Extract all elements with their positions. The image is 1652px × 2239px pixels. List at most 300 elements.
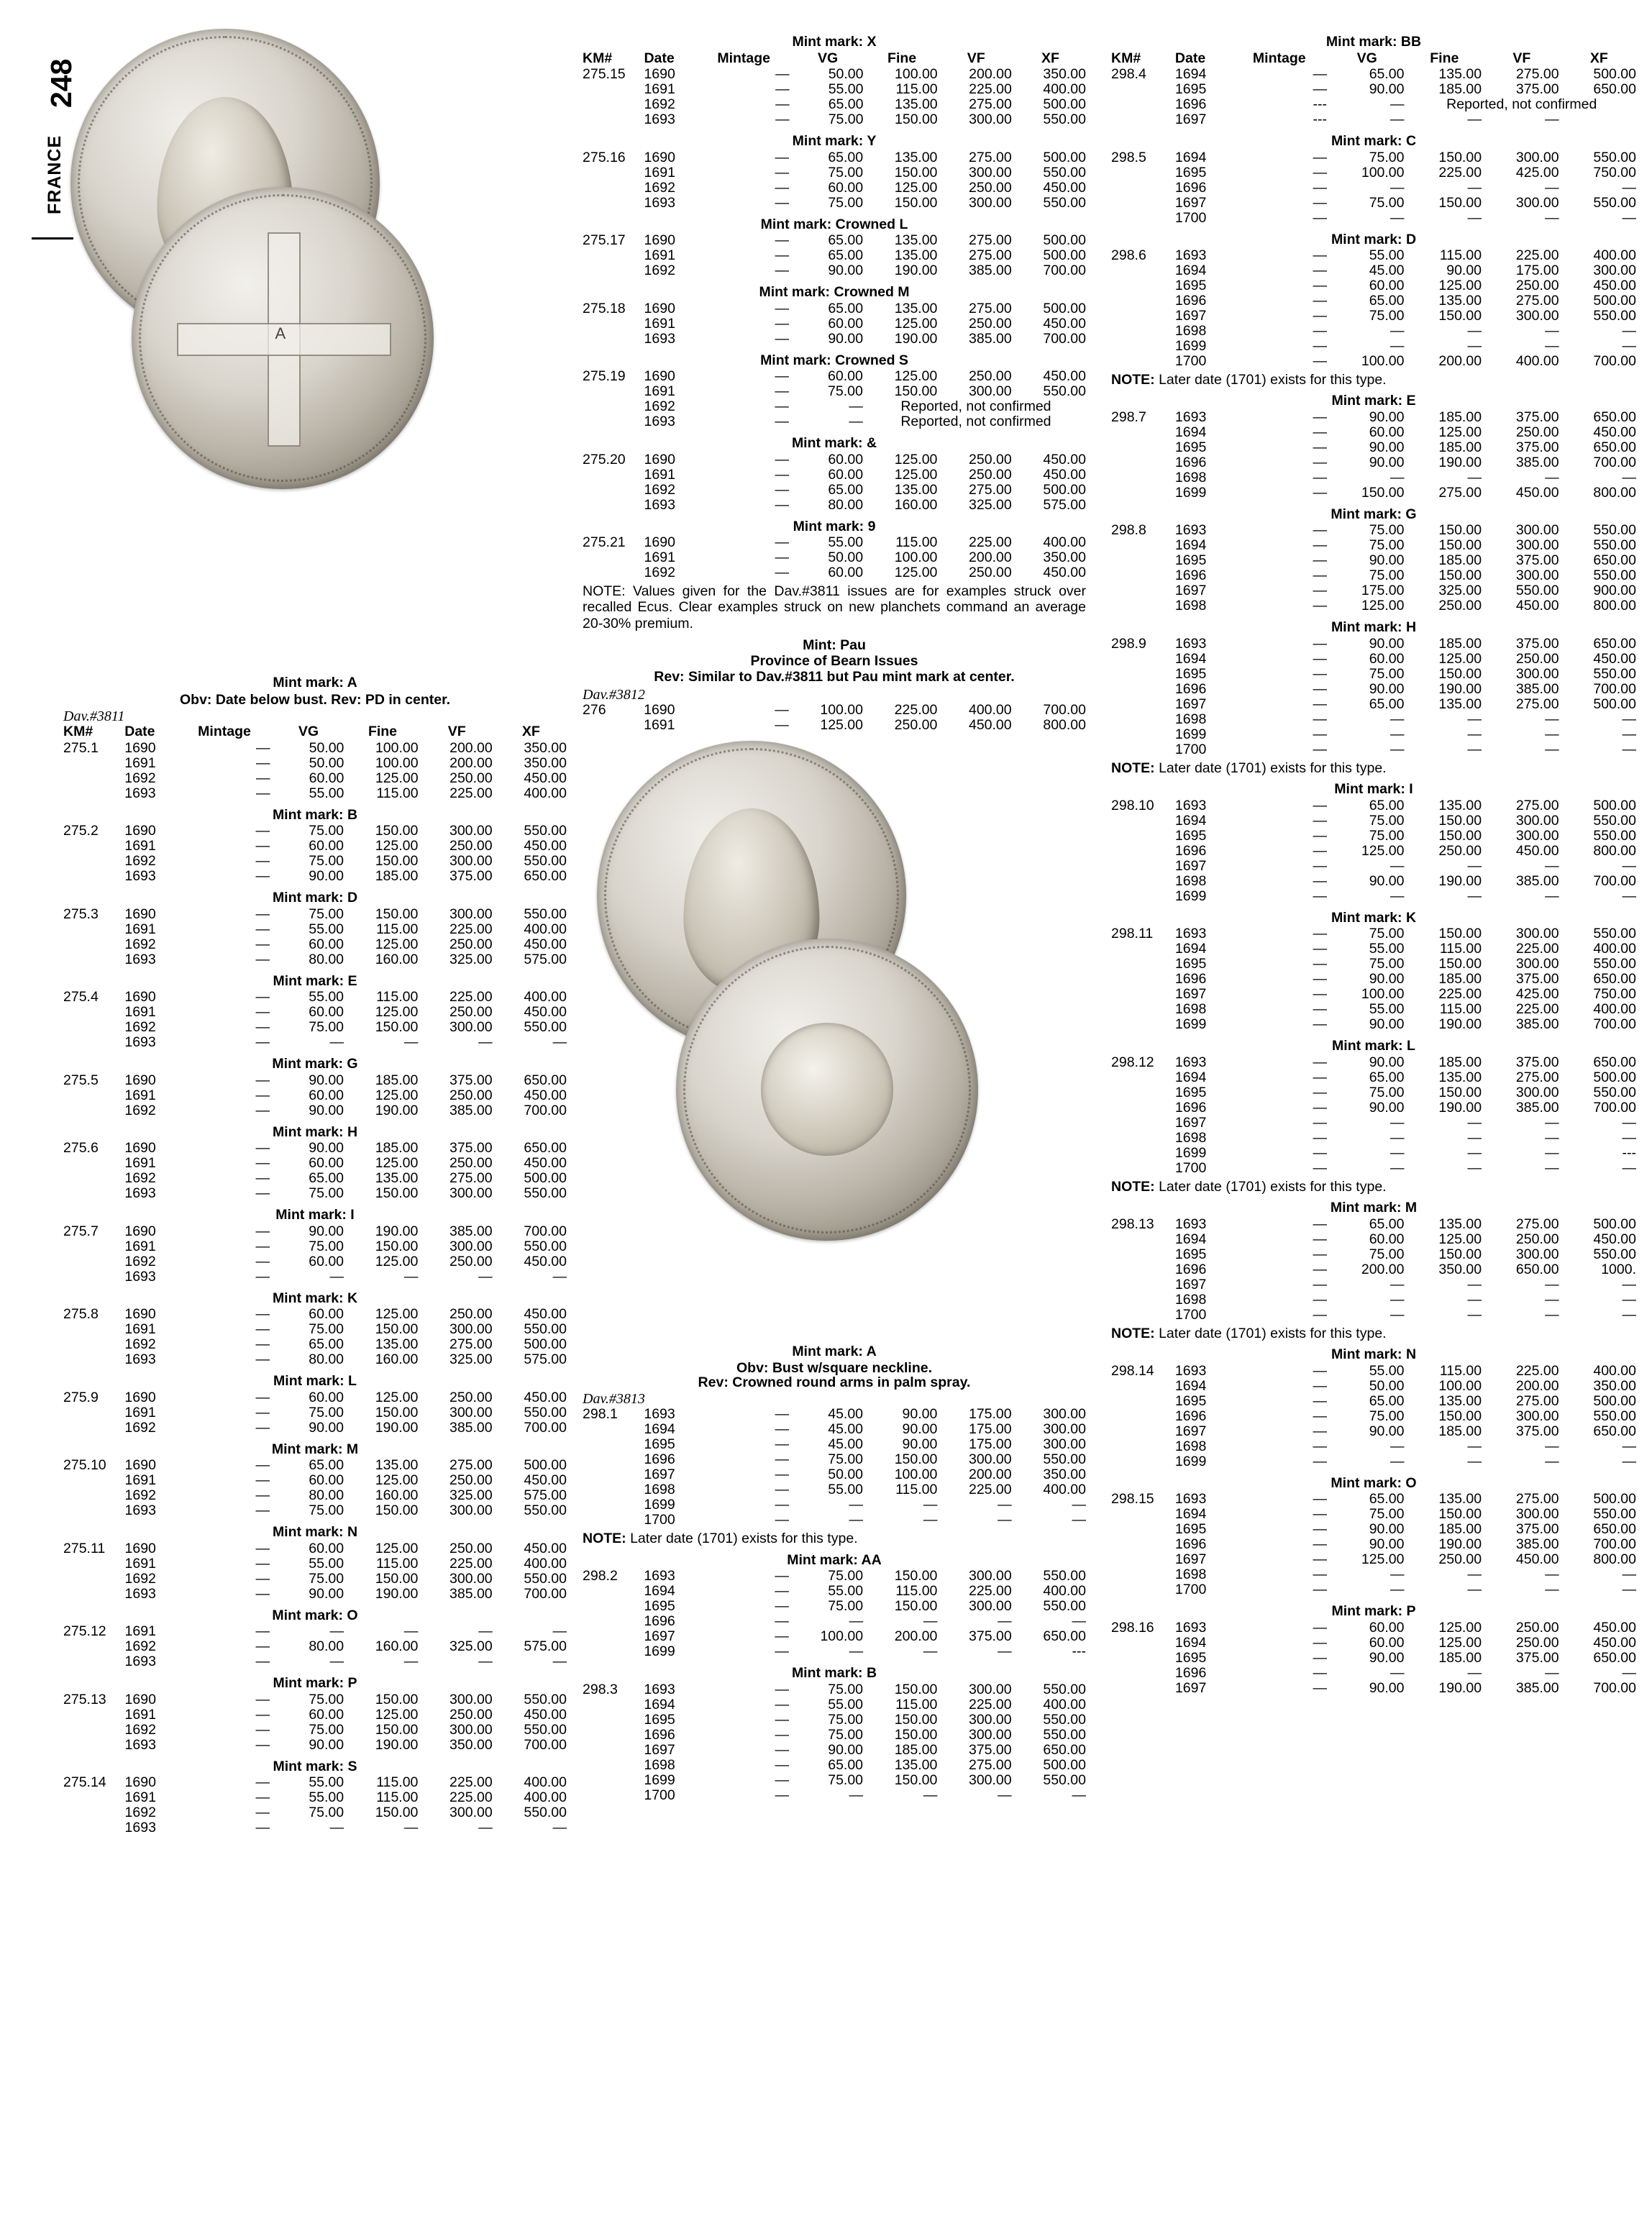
table-row: 298.2 1693 — 75.00 150.00 300.00 550.00 bbox=[583, 1568, 1086, 1584]
table-row: 1698 — — — — — bbox=[1174, 1291, 1636, 1308]
table-row: 275.12 1691 — — — — — bbox=[63, 1623, 567, 1639]
table-row: 1696 — 125.00 250.00 450.00 800.00 bbox=[1174, 842, 1636, 859]
table-row: 1691 — 60.00 125.00 250.00 450.00 bbox=[124, 1087, 567, 1103]
table-row: 1691 — 60.00 125.00 250.00 450.00 bbox=[124, 1004, 567, 1020]
price-tables-col2-top bbox=[583, 29, 1086, 581]
table-row: 1691 — 75.00 150.00 300.00 550.00 bbox=[644, 164, 1086, 181]
table-row: 1699 — 90.00 190.00 385.00 700.00 bbox=[1174, 1016, 1636, 1033]
table-row: 1699 — — — — — bbox=[1174, 338, 1636, 354]
table-row: 1693 — 75.00 150.00 300.00 550.00 bbox=[644, 111, 1086, 127]
table-row: 275.9 1690 — 60.00 125.00 250.00 450.00 bbox=[63, 1389, 567, 1405]
mintmark-heading: Mint mark: G bbox=[1331, 506, 1417, 522]
table-row: 298.15 1693 — 65.00 135.00 275.00 500.00 bbox=[1111, 1491, 1636, 1508]
table-row: 275.1 1690 — 50.00 100.00 200.00 350.00 bbox=[63, 739, 567, 756]
caption-obv-rev: Obv: Date below bust. Rev: PD in center. bbox=[180, 691, 450, 708]
table-row: 1696 — 65.00 135.00 275.00 500.00 bbox=[1174, 293, 1636, 309]
table-row: 1697 --- — — — bbox=[1174, 111, 1559, 127]
pau-rev-description: Rev: Similar to Dav.#3811 but Pau mint mark at center. bbox=[654, 669, 1015, 685]
col-vg: VG bbox=[298, 724, 319, 739]
table-row: 1692 — 75.00 150.00 300.00 550.00 bbox=[124, 853, 567, 869]
table-row: 1699 — — — — --- bbox=[1174, 1144, 1636, 1161]
table-row: 1696 — 90.00 190.00 385.00 700.00 bbox=[1174, 1536, 1636, 1553]
table-row: 1691 — 60.00 125.00 250.00 450.00 bbox=[124, 838, 567, 854]
table-row: 1694 — 55.00 115.00 225.00 400.00 bbox=[1174, 941, 1636, 957]
mintmark-heading: Mint mark: K bbox=[272, 1290, 358, 1306]
column-two bbox=[583, 29, 1086, 1804]
table-row: 298.8 1693 — 75.00 150.00 300.00 550.00 bbox=[1111, 522, 1636, 539]
table-row: 1692 — 65.00 135.00 275.00 500.00 bbox=[644, 96, 1086, 112]
price-table bbox=[583, 1408, 1086, 1528]
caption2-rev: Rev: Crowned round arms in palm spray. bbox=[698, 1374, 971, 1390]
price-table bbox=[1111, 151, 1636, 227]
price-tables-col1 bbox=[63, 725, 567, 1836]
table-row: 1700 — — — — — bbox=[1174, 1159, 1636, 1176]
table-row: 1697 — 125.00 250.00 450.00 800.00 bbox=[1174, 1551, 1636, 1568]
note-dav3811-values: NOTE: Values given for the Dav.#3811 issues are for examples struck over recalled Ecus. Clear examples struck on new planchets command an average 20-30% premium. bbox=[583, 583, 1086, 631]
table-row: 1699 — — — — — bbox=[1174, 726, 1636, 742]
price-table bbox=[1111, 1218, 1636, 1323]
table-row: 298.16 1693 — 60.00 125.00 250.00 450.00 bbox=[1111, 1619, 1636, 1636]
price-table bbox=[1111, 637, 1636, 758]
table-row: 1692 — 80.00 160.00 325.00 575.00 bbox=[124, 1487, 567, 1503]
price-table bbox=[1111, 1492, 1636, 1598]
price-table-pau-inner bbox=[583, 703, 1086, 734]
col-xf: XF bbox=[1589, 50, 1608, 66]
mintmark-heading: Mint mark: AA bbox=[787, 1551, 882, 1568]
table-header-row bbox=[583, 52, 1086, 68]
coin-reverse-crowned-round-arms bbox=[676, 939, 978, 1241]
table-row: 1693 — 75.00 150.00 300.00 550.00 bbox=[124, 1185, 567, 1201]
mintmark-heading: Mint mark: Crowned S bbox=[760, 352, 908, 368]
mintmark-heading: Mint mark: D bbox=[272, 890, 358, 906]
table-row: 1695 — 75.00 150.00 300.00 550.00 bbox=[1174, 1084, 1636, 1100]
col-km: KM# bbox=[583, 50, 613, 66]
price-table bbox=[1111, 411, 1636, 501]
col-fine: Fine bbox=[368, 724, 398, 739]
table-row: 1694 — 75.00 150.00 300.00 550.00 bbox=[1174, 812, 1636, 829]
table-row: 1697 — — — — — bbox=[1174, 857, 1636, 874]
country-label: FRANCE bbox=[45, 134, 65, 214]
dav-reference-3813: Dav.#3813 bbox=[583, 1391, 645, 1408]
table-row: 1698 — 55.00 115.00 225.00 400.00 bbox=[1174, 1001, 1636, 1018]
table-row: 1696 — 75.00 150.00 300.00 550.00 bbox=[1174, 1408, 1636, 1424]
mintmark-heading: Mint mark: H bbox=[1331, 619, 1417, 636]
table-row: 275.5 1690 — 90.00 185.00 375.00 650.00 bbox=[63, 1072, 567, 1088]
table-row: 1697 — 90.00 185.00 375.00 650.00 bbox=[1174, 1423, 1636, 1439]
mintmark-heading: Mint mark: M bbox=[271, 1441, 359, 1457]
table-row: 1694 — 45.00 90.00 175.00 300.00 bbox=[644, 1421, 1086, 1438]
mintmark-heading: Mint mark: Crowned L bbox=[760, 216, 908, 232]
table-row: 1693 — 75.00 150.00 300.00 550.00 bbox=[124, 1502, 567, 1518]
round-arms-shield bbox=[761, 1023, 894, 1156]
price-table bbox=[583, 52, 1086, 129]
table-row: 1693 — — — — — bbox=[124, 1268, 567, 1285]
table-row: 275.19 1690 — 60.00 125.00 250.00 450.00 bbox=[583, 368, 1086, 384]
table-row: 1697 — 90.00 190.00 385.00 700.00 bbox=[1174, 1679, 1636, 1696]
table-row: 1693 — 90.00 190.00 385.00 700.00 bbox=[644, 330, 1086, 347]
price-table bbox=[63, 1225, 567, 1285]
price-table bbox=[63, 1308, 567, 1368]
table-row: 298.10 1693 — 65.00 135.00 275.00 500.00 bbox=[1111, 797, 1636, 813]
price-table bbox=[1111, 249, 1636, 370]
table-row: 275.4 1690 — 55.00 115.00 225.00 400.00 bbox=[63, 989, 567, 1005]
table-row: 1691 — 60.00 125.00 250.00 450.00 bbox=[644, 315, 1086, 332]
coin-figure-group-2 bbox=[583, 741, 1086, 1345]
table-row: 1700 — — — — — bbox=[1174, 1306, 1636, 1323]
table-row: 1692 — 60.00 125.00 250.00 450.00 bbox=[644, 179, 1086, 196]
col-fine: Fine bbox=[887, 50, 917, 66]
col-date: Date bbox=[1174, 50, 1206, 66]
table-row: 1693 — 80.00 160.00 325.00 575.00 bbox=[644, 496, 1086, 513]
price-table bbox=[1111, 52, 1636, 129]
table-row: 1694 — 65.00 135.00 275.00 500.00 bbox=[1174, 1069, 1636, 1085]
table-row: 275.7 1690 — 90.00 190.00 385.00 700.00 bbox=[63, 1223, 567, 1239]
table-row: 1698 — — — — — bbox=[1174, 711, 1636, 727]
col-fine: Fine bbox=[1430, 50, 1459, 66]
table-row: 1696 — 90.00 190.00 385.00 700.00 bbox=[1174, 1099, 1636, 1116]
col-date: Date bbox=[124, 724, 155, 739]
table-row: 1698 — — — — — bbox=[1174, 1567, 1636, 1583]
col-mintage: Mintage bbox=[198, 724, 251, 739]
table-row: 1694 — 55.00 115.00 225.00 400.00 bbox=[644, 1583, 1086, 1600]
table-row: 275.16 1690 — 65.00 135.00 275.00 500.00 bbox=[583, 149, 1086, 165]
table-row: 275.2 1690 — 75.00 150.00 300.00 550.00 bbox=[63, 823, 567, 839]
table-row: 1697 — 100.00 200.00 375.00 650.00 bbox=[644, 1628, 1086, 1645]
mintmark-heading: Mint mark: B bbox=[791, 1665, 877, 1682]
table-row: 275.18 1690 — 65.00 135.00 275.00 500.00 bbox=[583, 300, 1086, 316]
table-row: 1695 — 90.00 185.00 375.00 650.00 bbox=[1174, 552, 1636, 569]
table-row: 298.7 1693 — 90.00 185.00 375.00 650.00 bbox=[1111, 409, 1636, 425]
table-row: 1696 — 200.00 350.00 650.00 1000. bbox=[1174, 1261, 1636, 1277]
table-row: 298.6 1693 — 55.00 115.00 225.00 400.00 bbox=[1111, 247, 1636, 263]
table-row: 1693 — 90.00 190.00 385.00 700.00 bbox=[124, 1585, 567, 1602]
column-one bbox=[63, 29, 567, 1836]
price-table bbox=[63, 1391, 567, 1436]
price-table bbox=[1111, 1056, 1636, 1177]
price-table bbox=[583, 302, 1086, 347]
table-row: 1692 — 75.00 150.00 300.00 550.00 bbox=[124, 1805, 567, 1820]
pau-province-subtitle: Province of Bearn Issues bbox=[750, 652, 918, 669]
table-row: 1697 — 50.00 100.00 200.00 350.00 bbox=[644, 1467, 1086, 1483]
caption2-mintmark-a: Mint mark: A bbox=[792, 1343, 877, 1359]
table-row: 298.3 1693 — 75.00 150.00 300.00 550.00 bbox=[583, 1681, 1086, 1697]
table-row: 275.10 1690 — 65.00 135.00 275.00 500.00 bbox=[63, 1457, 567, 1473]
mintmark-heading: Mint mark: L bbox=[1332, 1038, 1415, 1054]
mintmark-heading: Mint mark: I bbox=[275, 1207, 355, 1223]
col-vg: VG bbox=[817, 50, 839, 66]
table-row: 1696 — — — — — bbox=[644, 1613, 1086, 1630]
price-table bbox=[583, 536, 1086, 581]
mintmark-heading: Mint mark: G bbox=[272, 1056, 358, 1072]
table-row: 298.14 1693 — 55.00 115.00 225.00 400.00 bbox=[1111, 1362, 1636, 1379]
table-row: 275.8 1690 — 60.00 125.00 250.00 450.00 bbox=[63, 1306, 567, 1322]
table-row: 1700 — — — — — bbox=[1174, 741, 1636, 757]
table-row: 1695 — 60.00 125.00 250.00 450.00 bbox=[1174, 278, 1636, 293]
table-row: 1691 — 60.00 125.00 250.00 450.00 bbox=[644, 466, 1086, 483]
table-row: 1696 — 90.00 190.00 385.00 700.00 bbox=[1174, 454, 1636, 470]
table-row: 1694 — 75.00 150.00 300.00 550.00 bbox=[1174, 537, 1636, 554]
table-row: 275.15 1690 — 50.00 100.00 200.00 350.00 bbox=[583, 66, 1086, 82]
price-tables-col2-bottom bbox=[583, 1408, 1086, 1803]
table-row: 298.9 1693 — 90.00 185.00 375.00 650.00 bbox=[1111, 635, 1636, 652]
table-row: 1695 — 75.00 150.00 300.00 550.00 bbox=[1174, 956, 1636, 972]
table-row: 275.13 1690 — 75.00 150.00 300.00 550.00 bbox=[63, 1691, 567, 1707]
mintmark-heading: Mint mark: O bbox=[272, 1607, 358, 1623]
table-row: 1698 — — — — — bbox=[1174, 469, 1636, 485]
table-row: 1699 — — — — --- bbox=[644, 1643, 1086, 1660]
col-xf: XF bbox=[1041, 50, 1059, 66]
table-row: 1699 — — — — — bbox=[644, 1497, 1086, 1513]
table-row: 1691 — 50.00 100.00 200.00 350.00 bbox=[124, 754, 567, 771]
table-row: 298.12 1693 — 90.00 185.00 375.00 650.00 bbox=[1111, 1054, 1636, 1070]
table-row: 1691 — 60.00 125.00 250.00 450.00 bbox=[124, 1472, 567, 1488]
price-table bbox=[1111, 799, 1636, 905]
table-row: 1696 — 75.00 150.00 300.00 550.00 bbox=[1174, 567, 1636, 584]
table-row: 1692 — — Reported, not confirmed bbox=[644, 398, 1051, 414]
table-row: 1691 — 75.00 150.00 300.00 550.00 bbox=[124, 1321, 567, 1337]
mintmark-heading: Mint mark: 9 bbox=[793, 518, 876, 534]
price-table bbox=[63, 1074, 567, 1119]
col-date: Date bbox=[644, 50, 675, 66]
table-row: 1691 — 55.00 115.00 225.00 400.00 bbox=[124, 1555, 567, 1572]
price-table bbox=[63, 824, 567, 885]
table-row: 1693 — 80.00 160.00 325.00 575.00 bbox=[124, 1351, 567, 1367]
table-row: 1697 — 175.00 325.00 550.00 900.00 bbox=[1174, 583, 1636, 599]
table-row: 1697 — 65.00 135.00 275.00 500.00 bbox=[1174, 696, 1636, 712]
mintmark-heading: Mint mark: BB bbox=[1325, 34, 1422, 50]
table-row: 1691 — 65.00 135.00 275.00 500.00 bbox=[644, 247, 1086, 263]
table-row: 275.21 1690 — 55.00 115.00 225.00 400.00 bbox=[583, 534, 1086, 550]
table-row: 298.5 1694 — 75.00 150.00 300.00 550.00 bbox=[1111, 149, 1636, 165]
table-row: 1696 — 75.00 150.00 300.00 550.00 bbox=[644, 1451, 1086, 1468]
table-row: 276 1690 — 100.00 225.00 400.00 700.00 bbox=[583, 701, 1086, 718]
table-row: 1692 — 75.00 150.00 300.00 550.00 bbox=[124, 1721, 567, 1738]
table-row: 1693 — — — — — bbox=[124, 1820, 567, 1836]
table-row: 1695 — 100.00 225.00 425.00 750.00 bbox=[1174, 164, 1636, 181]
mintmark-heading: Mint mark: C bbox=[1331, 133, 1417, 149]
table-row: 1692 — 60.00 125.00 250.00 450.00 bbox=[644, 565, 1086, 580]
table-row: 1699 — — — — — bbox=[1174, 1453, 1636, 1469]
caption-mintmark-a: Mint mark: A bbox=[273, 675, 357, 690]
table-row: 1700 — — — — — bbox=[1174, 1582, 1636, 1598]
price-table bbox=[63, 1459, 567, 1519]
table-row: 1694 — 45.00 90.00 175.00 300.00 bbox=[1174, 263, 1636, 278]
table-row: 1691 — 75.00 150.00 300.00 550.00 bbox=[644, 383, 1086, 399]
table-row: 1692 — 80.00 160.00 325.00 575.00 bbox=[124, 1638, 567, 1654]
table-row: 1691 — 60.00 125.00 250.00 450.00 bbox=[124, 1706, 567, 1723]
table-row: 1693 — — Reported, not confirmed bbox=[644, 414, 1051, 429]
table-row: 1693 — 55.00 115.00 225.00 400.00 bbox=[124, 785, 567, 801]
col-vg: VG bbox=[1356, 50, 1377, 66]
table-row: 1693 — 75.00 150.00 300.00 550.00 bbox=[644, 194, 1086, 211]
cross-horizontal-arm bbox=[177, 323, 391, 356]
table-row: 298.4 1694 — 65.00 135.00 275.00 500.00 bbox=[1111, 66, 1636, 82]
table-note: NOTE: Later date (1701) exists for this type. bbox=[583, 1531, 858, 1547]
table-row: 1699 — 75.00 150.00 300.00 550.00 bbox=[644, 1771, 1086, 1788]
mintmark-heading: Mint mark: N bbox=[272, 1524, 358, 1540]
price-table bbox=[1111, 927, 1636, 1033]
table-row: 1700 — 100.00 200.00 400.00 700.00 bbox=[1174, 353, 1636, 369]
col-vf: VF bbox=[967, 50, 985, 66]
table-row: 1692 — 75.00 150.00 300.00 550.00 bbox=[124, 1570, 567, 1587]
table-row: 1697 — 75.00 150.00 300.00 550.00 bbox=[1174, 308, 1636, 324]
table-row: 1695 — 75.00 150.00 300.00 550.00 bbox=[1174, 665, 1636, 682]
table-note: NOTE: Later date (1701) exists for this type. bbox=[1111, 1325, 1387, 1341]
price-table bbox=[583, 453, 1086, 514]
table-row: 1695 — 90.00 185.00 375.00 650.00 bbox=[1174, 439, 1636, 455]
price-table bbox=[63, 725, 567, 802]
table-row: 1694 — 50.00 100.00 200.00 350.00 bbox=[1174, 1377, 1636, 1394]
table-row: 1694 — 75.00 150.00 300.00 550.00 bbox=[1174, 1506, 1636, 1523]
table-row: 1696 — — — — — bbox=[1174, 1664, 1636, 1681]
price-table bbox=[583, 1683, 1086, 1804]
mintmark-heading: Mint mark: L bbox=[273, 1373, 357, 1389]
table-note: NOTE: Later date (1701) exists for this type. bbox=[1111, 372, 1387, 388]
cross-vertical-arm bbox=[268, 232, 301, 447]
price-table bbox=[1111, 524, 1636, 614]
table-row: 1698 — — — — — bbox=[1174, 1129, 1636, 1146]
table-row: 1697 — 75.00 150.00 300.00 550.00 bbox=[1174, 194, 1636, 211]
table-row: 1693 — 90.00 190.00 350.00 700.00 bbox=[124, 1736, 567, 1753]
table-row: 1694 — 60.00 125.00 250.00 450.00 bbox=[1174, 1231, 1636, 1247]
table-row: 1698 — — — — — bbox=[1174, 1438, 1636, 1454]
table-row: 1693 — 90.00 185.00 375.00 650.00 bbox=[124, 868, 567, 884]
price-table bbox=[583, 234, 1086, 279]
table-row: 1698 — — — — — bbox=[1174, 323, 1636, 339]
col-km: KM# bbox=[1111, 50, 1141, 66]
table-row: 1696 — 90.00 185.00 375.00 650.00 bbox=[1174, 971, 1636, 988]
table-row: 275.14 1690 — 55.00 115.00 225.00 400.00 bbox=[63, 1774, 567, 1790]
col-vf: VF bbox=[1512, 50, 1531, 66]
table-row: 1696 — — — — — bbox=[1174, 179, 1636, 196]
mintmark-heading: Mint mark: P bbox=[1331, 1603, 1416, 1620]
table-row: 1697 — — — — — bbox=[1174, 1276, 1636, 1292]
table-row: 1697 — 90.00 185.00 375.00 650.00 bbox=[644, 1741, 1086, 1758]
table-row: 1693 — — — — — bbox=[124, 1034, 567, 1050]
column-three bbox=[1111, 29, 1636, 1697]
table-row: 1692 — 60.00 125.00 250.00 450.00 bbox=[124, 936, 567, 952]
table-row: 1691 — 75.00 150.00 300.00 550.00 bbox=[124, 1404, 567, 1421]
mintmark-heading: Mint mark: X bbox=[792, 34, 877, 50]
table-row: 1692 — 60.00 125.00 250.00 450.00 bbox=[124, 770, 567, 786]
coin-figure-group-1 bbox=[63, 29, 567, 669]
mintmark-heading: Mint mark: B bbox=[272, 806, 358, 823]
table-row: 1693 — 80.00 160.00 325.00 575.00 bbox=[124, 951, 567, 967]
mintmark-heading: Mint mark: M bbox=[1330, 1200, 1418, 1216]
table-row: 298.13 1693 — 65.00 135.00 275.00 500.00 bbox=[1111, 1216, 1636, 1232]
table-row: 1691 — 55.00 115.00 225.00 400.00 bbox=[124, 1789, 567, 1805]
price-table bbox=[63, 990, 567, 1051]
price-table bbox=[1111, 1364, 1636, 1470]
mintmark-heading: Mint mark: E bbox=[273, 972, 357, 989]
mintmark-heading: Mint mark: P bbox=[273, 1675, 357, 1691]
table-row: 1698 — 55.00 115.00 225.00 400.00 bbox=[644, 1482, 1086, 1498]
price-table-pau bbox=[583, 703, 1086, 734]
mintmark-heading: Mint mark: O bbox=[1331, 1474, 1417, 1491]
table-header-row bbox=[1111, 52, 1636, 68]
mintmark-heading: Mint mark: & bbox=[791, 435, 877, 451]
page-number: 248 bbox=[45, 58, 78, 108]
table-row: 1695 — 75.00 150.00 300.00 550.00 bbox=[644, 1711, 1086, 1728]
mintmark-heading: Mint mark: N bbox=[1331, 1346, 1417, 1363]
price-table bbox=[583, 151, 1086, 211]
table-row: 1691 — 75.00 150.00 300.00 550.00 bbox=[124, 1238, 567, 1254]
mintmark-heading: Mint mark: Crowned M bbox=[759, 284, 910, 300]
table-row: 1692 — 90.00 190.00 385.00 700.00 bbox=[644, 263, 1086, 278]
table-row: 275.11 1690 — 60.00 125.00 250.00 450.00 bbox=[63, 1540, 567, 1556]
table-row: 1695 — 75.00 150.00 300.00 550.00 bbox=[644, 1598, 1086, 1615]
dav-reference-3812: Dav.#3812 bbox=[583, 686, 645, 703]
table-row: 1694 — 55.00 115.00 225.00 400.00 bbox=[644, 1696, 1086, 1713]
table-row: 275.3 1690 — 75.00 150.00 300.00 550.00 bbox=[63, 906, 567, 922]
table-row: 1698 — 65.00 135.00 275.00 500.00 bbox=[644, 1756, 1086, 1773]
table-row: 1696 — 75.00 150.00 300.00 550.00 bbox=[644, 1726, 1086, 1743]
price-table bbox=[63, 1542, 567, 1602]
mintmark-heading: Mint mark: H bbox=[272, 1123, 358, 1140]
table-row: 1696 — 90.00 190.00 385.00 700.00 bbox=[1174, 680, 1636, 697]
mintmark-heading: Mint mark: D bbox=[1331, 231, 1417, 247]
mintmark-heading: Mint mark: K bbox=[1331, 909, 1417, 926]
mintmark-heading: Mint mark: E bbox=[1331, 393, 1416, 409]
table-row: 1699 — — — — — bbox=[1174, 888, 1636, 904]
col-vf: VF bbox=[447, 724, 466, 739]
col-xf: XF bbox=[521, 724, 540, 739]
table-note: NOTE: Later date (1701) exists for this type. bbox=[1111, 760, 1387, 776]
table-row: 1700 — — — — — bbox=[1174, 209, 1636, 226]
table-row: 1695 — 90.00 185.00 375.00 650.00 bbox=[1174, 1521, 1636, 1538]
table-row: 1694 — 60.00 125.00 250.00 450.00 bbox=[1174, 650, 1636, 667]
price-table bbox=[63, 908, 567, 968]
table-note: NOTE: Later date (1701) exists for this type. bbox=[1111, 1178, 1387, 1195]
table-header-row bbox=[63, 725, 567, 742]
table-row: 275.17 1690 — 65.00 135.00 275.00 500.00 bbox=[583, 232, 1086, 248]
mintmark-heading: Mint mark: S bbox=[273, 1758, 357, 1774]
price-table bbox=[63, 1141, 567, 1202]
table-row: 1692 — 75.00 150.00 300.00 550.00 bbox=[124, 1019, 567, 1035]
table-row: 1694 — 60.00 125.00 250.00 450.00 bbox=[1174, 1634, 1636, 1651]
price-table bbox=[63, 1693, 567, 1754]
table-row: 275.20 1690 — 60.00 125.00 250.00 450.00 bbox=[583, 451, 1086, 468]
table-row: 1695 — 90.00 185.00 375.00 650.00 bbox=[1174, 1649, 1636, 1666]
pau-mint-title: Mint: Pau bbox=[803, 637, 866, 654]
table-row: 1692 — 65.00 135.00 275.00 500.00 bbox=[644, 481, 1086, 498]
table-row: 1695 — 45.00 90.00 175.00 300.00 bbox=[644, 1436, 1086, 1453]
table-row: 1691 — 60.00 125.00 250.00 450.00 bbox=[124, 1155, 567, 1171]
price-table bbox=[63, 1625, 567, 1670]
mintmark-heading: Mint mark: I bbox=[1334, 781, 1413, 798]
table-row: 1700 — — — — — bbox=[644, 1512, 1086, 1528]
table-row: 1692 — 60.00 125.00 250.00 450.00 bbox=[124, 1253, 567, 1269]
coin-reverse-cross-fleurs: A bbox=[132, 187, 434, 489]
table-row: 1695 — 75.00 150.00 300.00 550.00 bbox=[1174, 1246, 1636, 1262]
table-row: 1691 — 55.00 115.00 225.00 400.00 bbox=[644, 81, 1086, 97]
col-mintage: Mintage bbox=[1252, 50, 1306, 66]
col-km: KM# bbox=[63, 724, 93, 739]
table-row: 1691 — 50.00 100.00 200.00 350.00 bbox=[644, 550, 1086, 565]
table-row: 1691 — 125.00 250.00 450.00 800.00 bbox=[644, 716, 1086, 733]
table-row: 1700 — — — — — bbox=[644, 1787, 1086, 1803]
price-table bbox=[63, 1776, 567, 1836]
table-row: 1698 — 125.00 250.00 450.00 800.00 bbox=[1174, 598, 1636, 614]
price-tables-col3 bbox=[1111, 29, 1636, 1697]
table-row: 1695 — 75.00 150.00 300.00 550.00 bbox=[1174, 827, 1636, 844]
table-row: 1699 — 150.00 275.00 450.00 800.00 bbox=[1174, 484, 1636, 501]
mintmark-heading: Mint mark: Y bbox=[792, 133, 877, 149]
price-table bbox=[583, 1569, 1086, 1660]
price-table bbox=[583, 370, 1086, 430]
caption2-obv: Obv: Bust w/square neckline. bbox=[736, 1360, 932, 1377]
price-table bbox=[1111, 1621, 1636, 1697]
